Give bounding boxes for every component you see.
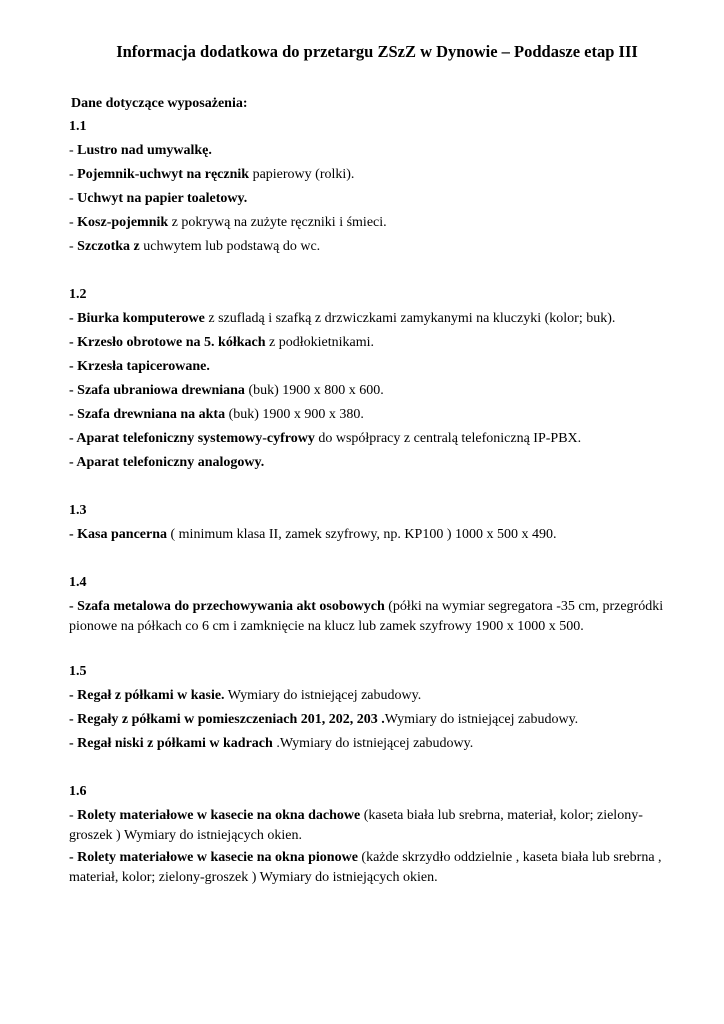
list-item: - Szafa drewniana na akta (buk) 1900 x 900 x 380.: [69, 407, 364, 422]
list-item: - Krzesła tapicerowane.: [69, 359, 210, 374]
list-item: - Aparat telefoniczny systemowy-cyfrowy do współpracy z centralą telefoniczną IP-PBX.: [69, 431, 582, 446]
list-item: - Aparat telefoniczny analogowy.: [69, 455, 265, 470]
list-item: - Szafa metalowa do przechowywania akt osobowych (półki na wymiar segregatora -35 cm, przegródki pionowe na półkach co 6 cm i zamknięcie na klucz lub zamek szyfrowy 1900 x 1000 x 500.: [69, 599, 664, 634]
intro-heading: Dane dotyczące wyposażenia:: [71, 96, 248, 111]
section-number: 1.1: [69, 119, 87, 134]
list-item: - Szczotka z uchwytem lub podstawą do wc.: [69, 239, 321, 254]
list-item: - Regały z półkami w pomieszczeniach 201, 202, 203 .Wymiary do istniejącej zabudowy.: [69, 712, 579, 727]
list-item: - Uchwyt na papier toaletowy.: [69, 191, 248, 206]
list-item: - Regał niski z półkami w kadrach .Wymiary do istniejącej zabudowy.: [69, 736, 474, 751]
section-number: 1.6: [69, 784, 87, 799]
list-item: - Kasa pancerna ( minimum klasa II, zamek szyfrowy, np. KP100 ) 1000 x 500 x 490.: [69, 527, 557, 542]
list-item: - Kosz-pojemnik z pokrywą na zużyte ręczniki i śmieci.: [69, 215, 387, 230]
list-item: - Szafa ubraniowa drewniana (buk) 1900 x 800 x 600.: [69, 383, 384, 398]
list-item: - Lustro nad umywalkę.: [69, 143, 212, 158]
list-item: - Rolety materiałowe w kasecie na okna dachowe (kaseta biała lub srebrna, materiał, kolor; zielony-groszek ) Wymiary do istniejących okien.: [69, 808, 643, 843]
list-item: - Regał z półkami w kasie. Wymiary do istniejącej zabudowy.: [69, 688, 422, 703]
list-item: - Pojemnik-uchwyt na ręcznik papierowy (rolki).: [69, 167, 355, 182]
section-number: 1.5: [69, 664, 87, 679]
page-title: Informacja dodatkowa do przetargu ZSzZ w Dynowie – Poddasze etap III: [116, 42, 638, 61]
section-number: 1.4: [69, 575, 87, 590]
section-number: 1.3: [69, 503, 87, 518]
list-item: - Rolety materiałowe w kasecie na okna pionowe (każde skrzydło oddzielnie , kaseta biała lub srebrna , materiał, kolor; zielony-groszek ) Wymiary do istniejących okien.: [69, 850, 662, 885]
section-number: 1.2: [69, 287, 87, 302]
list-item: - Krzesło obrotowe na 5. kółkach z podłokietnikami.: [69, 335, 374, 350]
list-item: - Biurka komputerowe z szufladą i szafką z drzwiczkami zamykanymi na kluczyki (kolor; buk).: [69, 311, 616, 326]
